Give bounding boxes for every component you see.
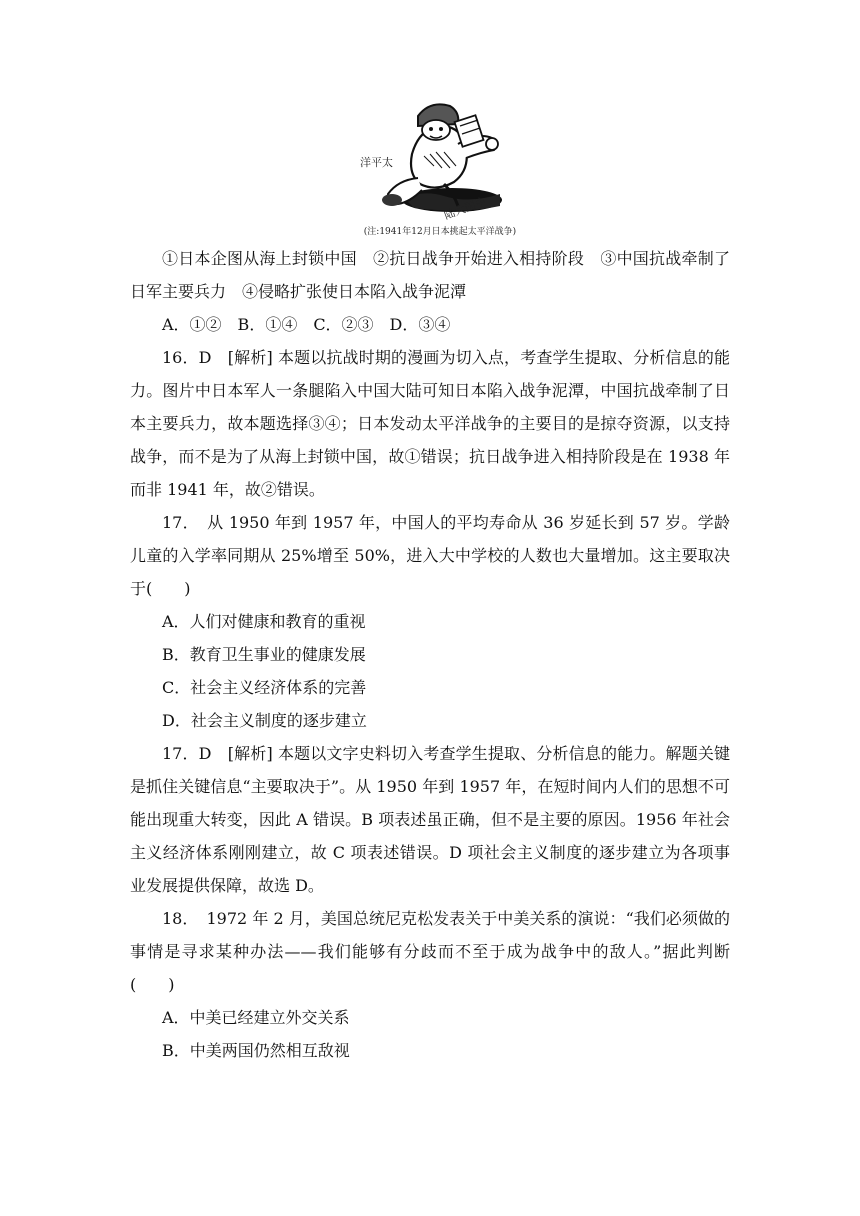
- q17-option-b: B．教育卫生事业的健康发展: [162, 645, 366, 664]
- q17-option-a: A．人们对健康和教育的重视: [162, 612, 366, 631]
- q17-stem: 17． 从 1950 年到 1957 年，中国人的平均寿命从 36 岁延长到 57 岁。学龄儿童的入学率同期从 25%增至 50%，进入大中学校的人数也大量增加。这主要取决于( ): [130, 513, 730, 598]
- q16-analysis: 16．D [解析] 本题以抗战时期的漫画为切入点，考查学生提取、分析信息的能力。图片中日本军人一条腿陷入中国大陆可知日本陷入战争泥潭，中国抗战牵制了日本主要兵力，故本题选择③④；日本发动太平洋战争的主要目的是掠夺资源，以支持战争，而不是为了从海上封锁中国，故①错误；抗日战争进入相持阶段是在 1938 年而非 1941 年，故②错误。: [130, 348, 730, 499]
- q18-stem: 18． 1972 年 2 月，美国总统尼克松发表关于中美关系的演说：“我们必须做的事情是寻求某种办法——我们能够有分歧而不至于成为战争中的敌人。”据此判断( ): [130, 909, 730, 994]
- figure-caption: (注:1941年12月日本挑起太平洋战争): [363, 227, 517, 237]
- cartoon-illustration: [374, 96, 508, 218]
- q16-choices: A．①② B．①④ C．②③ D．③④: [162, 315, 451, 334]
- figure-label-mainland: 陆大国中: [442, 194, 489, 223]
- document-body: [130, 242, 730, 1067]
- cartoon-figure: [360, 96, 520, 244]
- q16-options: ①日本企图从海上封锁中国 ②抗日战争开始进入相持阶段 ③中国抗战牵制了日军主要兵力 ④侵略扩张使日本陷入战争泥潭: [130, 249, 730, 301]
- figure-label-pacific: 洋平太: [360, 156, 393, 169]
- q17-analysis: 17．D [解析] 本题以文字史料切入考查学生提取、分析信息的能力。解题关键是抓住关键信息“主要取决于”。从 1950 年到 1957 年，在短时间内人们的思想不可能出现重大转变，因此 A 错误。B 项表述虽正确，但不是主要的原因。1956 年社会主义经济体系刚刚建立，故 C 项表述错误。D 项社会主义制度的逐步建立为各项事业发展提供保障，故选 D。: [130, 744, 730, 895]
- q18-option-a: A．中美已经建立外交关系: [162, 1008, 350, 1027]
- q18-option-b: B．中美两国仍然相互敌视: [162, 1041, 350, 1060]
- q17-option-d: D．社会主义制度的逐步建立: [162, 711, 367, 730]
- q17-option-c: C．社会主义经济体系的完善: [162, 678, 367, 697]
